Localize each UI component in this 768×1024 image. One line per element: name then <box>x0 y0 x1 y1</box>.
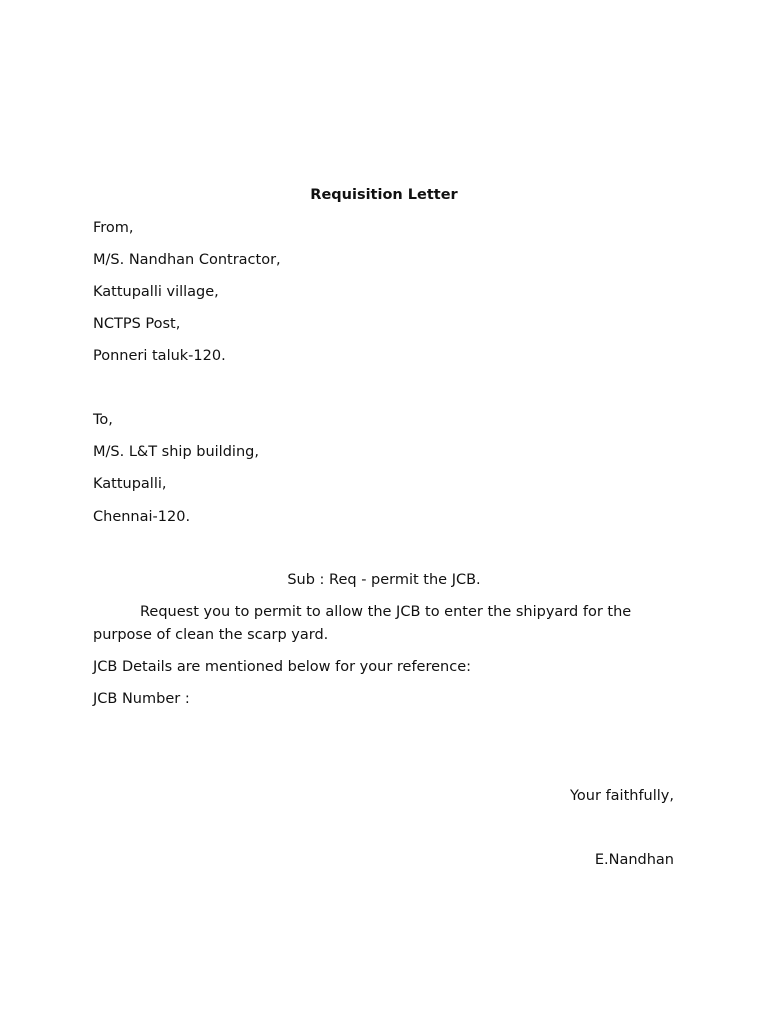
body-line-1: Request you to permit to allow the JCB to enter the shipyard for the <box>140 604 632 620</box>
from-line-post: NCTPS Post, <box>93 316 181 332</box>
letter-subject: Sub : Req - permit the JCB. <box>287 572 481 588</box>
to-line-place: Kattupalli, <box>93 476 167 492</box>
from-label: From, <box>93 220 134 236</box>
to-line-company: M/S. L&T ship building, <box>93 444 259 460</box>
from-line-village: Kattupalli village, <box>93 284 219 300</box>
letter-title: Requisition Letter <box>310 187 458 203</box>
body-line-2: purpose of clean the scarp yard. <box>93 627 329 643</box>
signature-name: E.Nandhan <box>594 852 674 868</box>
from-line-taluk: Ponneri taluk-120. <box>93 348 226 364</box>
jcb-number-label: JCB Number : <box>93 691 190 707</box>
from-line-company: M/S. Nandhan Contractor, <box>93 252 281 268</box>
details-line: JCB Details are mentioned below for your reference: <box>93 659 472 675</box>
to-line-city: Chennai-120. <box>93 509 191 525</box>
closing-line: Your faithfully, <box>570 788 674 804</box>
to-label: To, <box>93 412 113 428</box>
